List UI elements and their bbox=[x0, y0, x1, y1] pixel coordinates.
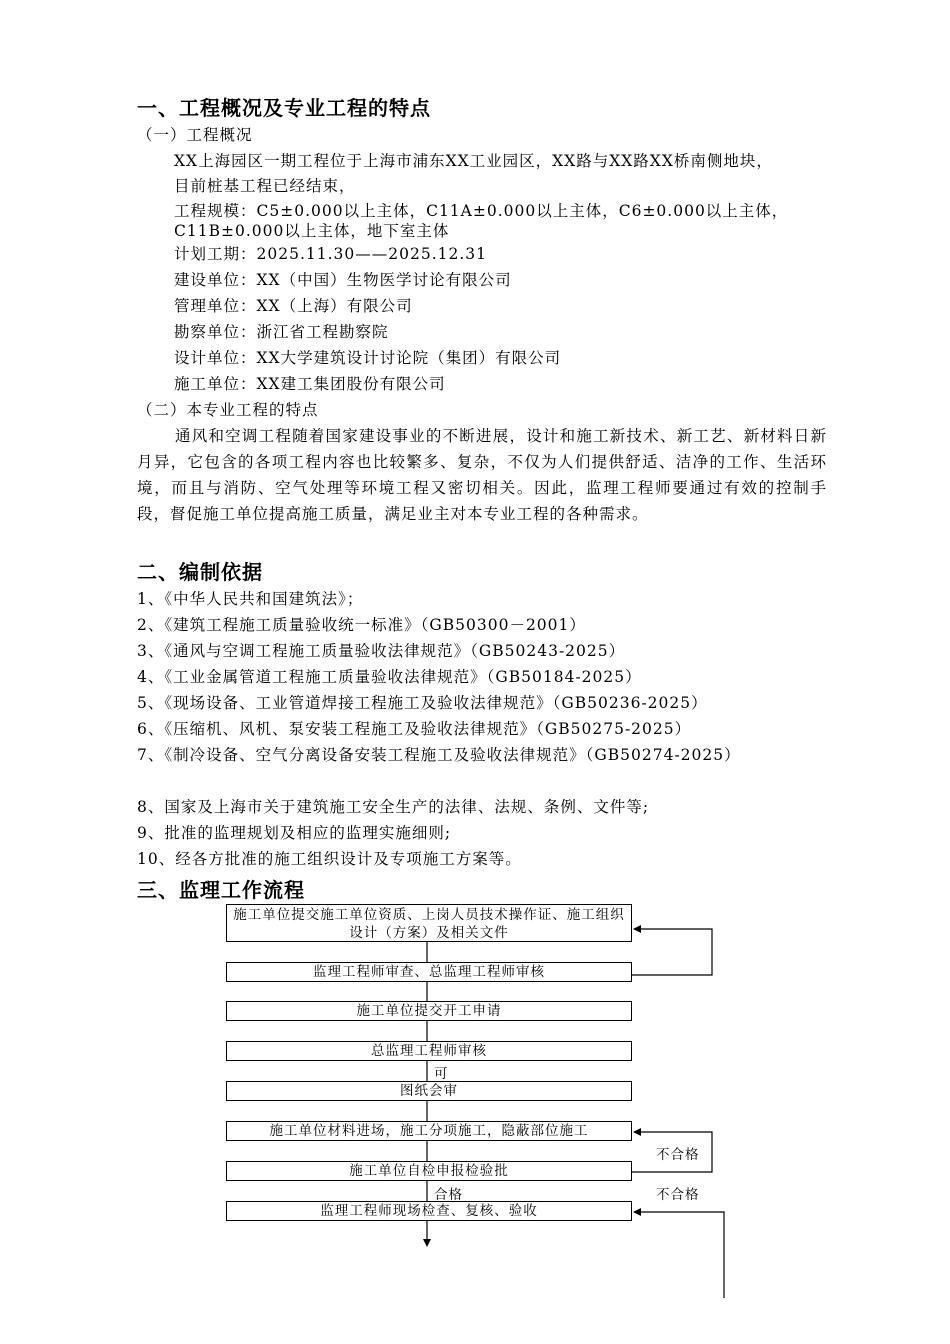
label-unqualified-2: 不合格 bbox=[656, 1187, 700, 1203]
scale-line-2: C11B±0.000以上主体，地下室主体 bbox=[174, 222, 450, 240]
manager-line: 管理单位：XX（上海）有限公司 bbox=[174, 297, 413, 315]
flow-box-engineer-review: 监理工程师审查、总监理工程师审核 bbox=[226, 962, 632, 982]
basis-item-8: 8、国家及上海市关于建筑施工安全生产的法律、法规、条例、文件等; bbox=[137, 798, 650, 816]
label-unqualified-1: 不合格 bbox=[656, 1147, 700, 1163]
period-line: 计划工期：2025.11.30——2025.12.31 bbox=[174, 245, 487, 263]
basis-item-4: 4、《工业金属管道工程施工质量验收法律规范》（GB50184-2025） bbox=[137, 668, 642, 686]
flow-box-submit-documents: 施工单位提交施工单位资质、上岗人员技术操作证、施工组织设计（方案）及相关文件 bbox=[226, 904, 632, 942]
basis-item-9: 9、批准的监理规划及相应的监理实施细则; bbox=[137, 824, 452, 842]
section1-heading: 一、工程概况及专业工程的特点 bbox=[137, 96, 431, 120]
flow-box-drawing-review: 图纸会审 bbox=[226, 1081, 632, 1101]
label-qualified: 合格 bbox=[434, 1187, 463, 1203]
sub1-heading: （一）工程概况 bbox=[137, 126, 253, 144]
flow-box-start-application: 施工单位提交开工申请 bbox=[226, 1001, 632, 1021]
section3-heading: 三、监理工作流程 bbox=[137, 878, 305, 902]
flow-box-construction: 施工单位材料进场，施工分项施工，隐蔽部位施工 bbox=[226, 1121, 632, 1141]
basis-item-5: 5、《现场设备、工业管道焊接工程施工及验收法律规范》（GB50236-2025） bbox=[137, 694, 708, 712]
features-paragraph: 通风和空调工程随着国家建设事业的不断进展，设计和施工新技术、新工艺、新材料日新月异，它包含的各项工程内容也比较繁多、复杂，不仅为人们提供舒适、洁净的工作、生活环境，而且与消防、空气处理等环境工程又密切相关。因此，监理工程师要通过有效的控制手段，督促施工单位提高施工质量，满足业主对本专业工程的各种需求。 bbox=[137, 427, 827, 523]
flow-box-self-check: 施工单位自检申报检验批 bbox=[226, 1161, 632, 1181]
owner-line: 建设单位：XX（中国）生物医学讨论有限公司 bbox=[174, 271, 512, 289]
flow-box-chief-review: 总监理工程师审核 bbox=[226, 1041, 632, 1061]
basis-item-3: 3、《通风与空调工程施工质量验收法律规范》（GB50243-2025） bbox=[137, 642, 626, 660]
basis-item-2: 2、《建筑工程施工质量验收统一标准》（GB50300－2001） bbox=[137, 616, 586, 634]
loop-unqualified-inspection bbox=[634, 1212, 724, 1298]
loop-back-to-submission bbox=[632, 929, 712, 975]
survey-line: 勘察单位：浙江省工程勘察院 bbox=[174, 323, 389, 341]
scale-line-1: 工程规模：C5±0.000以上主体，C11A±0.000以上主体，C6±0.000以上主体， bbox=[174, 202, 789, 220]
section2-heading: 二、编制依据 bbox=[137, 560, 263, 584]
builder-line: 施工单位：XX建工集团股份有限公司 bbox=[174, 375, 446, 393]
flow-box-site-inspection: 监理工程师现场检查、复核、验收 bbox=[226, 1201, 632, 1221]
design-line: 设计单位：XX大学建筑设计讨论院（集团）有限公司 bbox=[174, 349, 562, 367]
overview-line-1: XX上海园区一期工程位于上海市浦东XX工业园区，XX路与XX路XX桥南侧地块， bbox=[174, 152, 773, 170]
basis-item-1: 1、《中华人民共和国建筑法》； bbox=[137, 590, 364, 608]
label-approved: 可 bbox=[434, 1066, 449, 1082]
basis-item-6: 6、《压缩机、风机、泵安装工程施工及验收法律规范》（GB50275-2025） bbox=[137, 720, 692, 738]
overview-line-2: 目前桩基工程已经结束， bbox=[174, 177, 356, 195]
basis-item-10: 10、经各方批准的施工组织设计及专项施工方案等。 bbox=[137, 850, 522, 868]
basis-item-7: 7、《制冷设备、空气分离设备安装工程施工及验收法律规范》（GB50274-2025） bbox=[137, 746, 741, 764]
sub2-heading: （二）本专业工程的特点 bbox=[137, 401, 319, 419]
